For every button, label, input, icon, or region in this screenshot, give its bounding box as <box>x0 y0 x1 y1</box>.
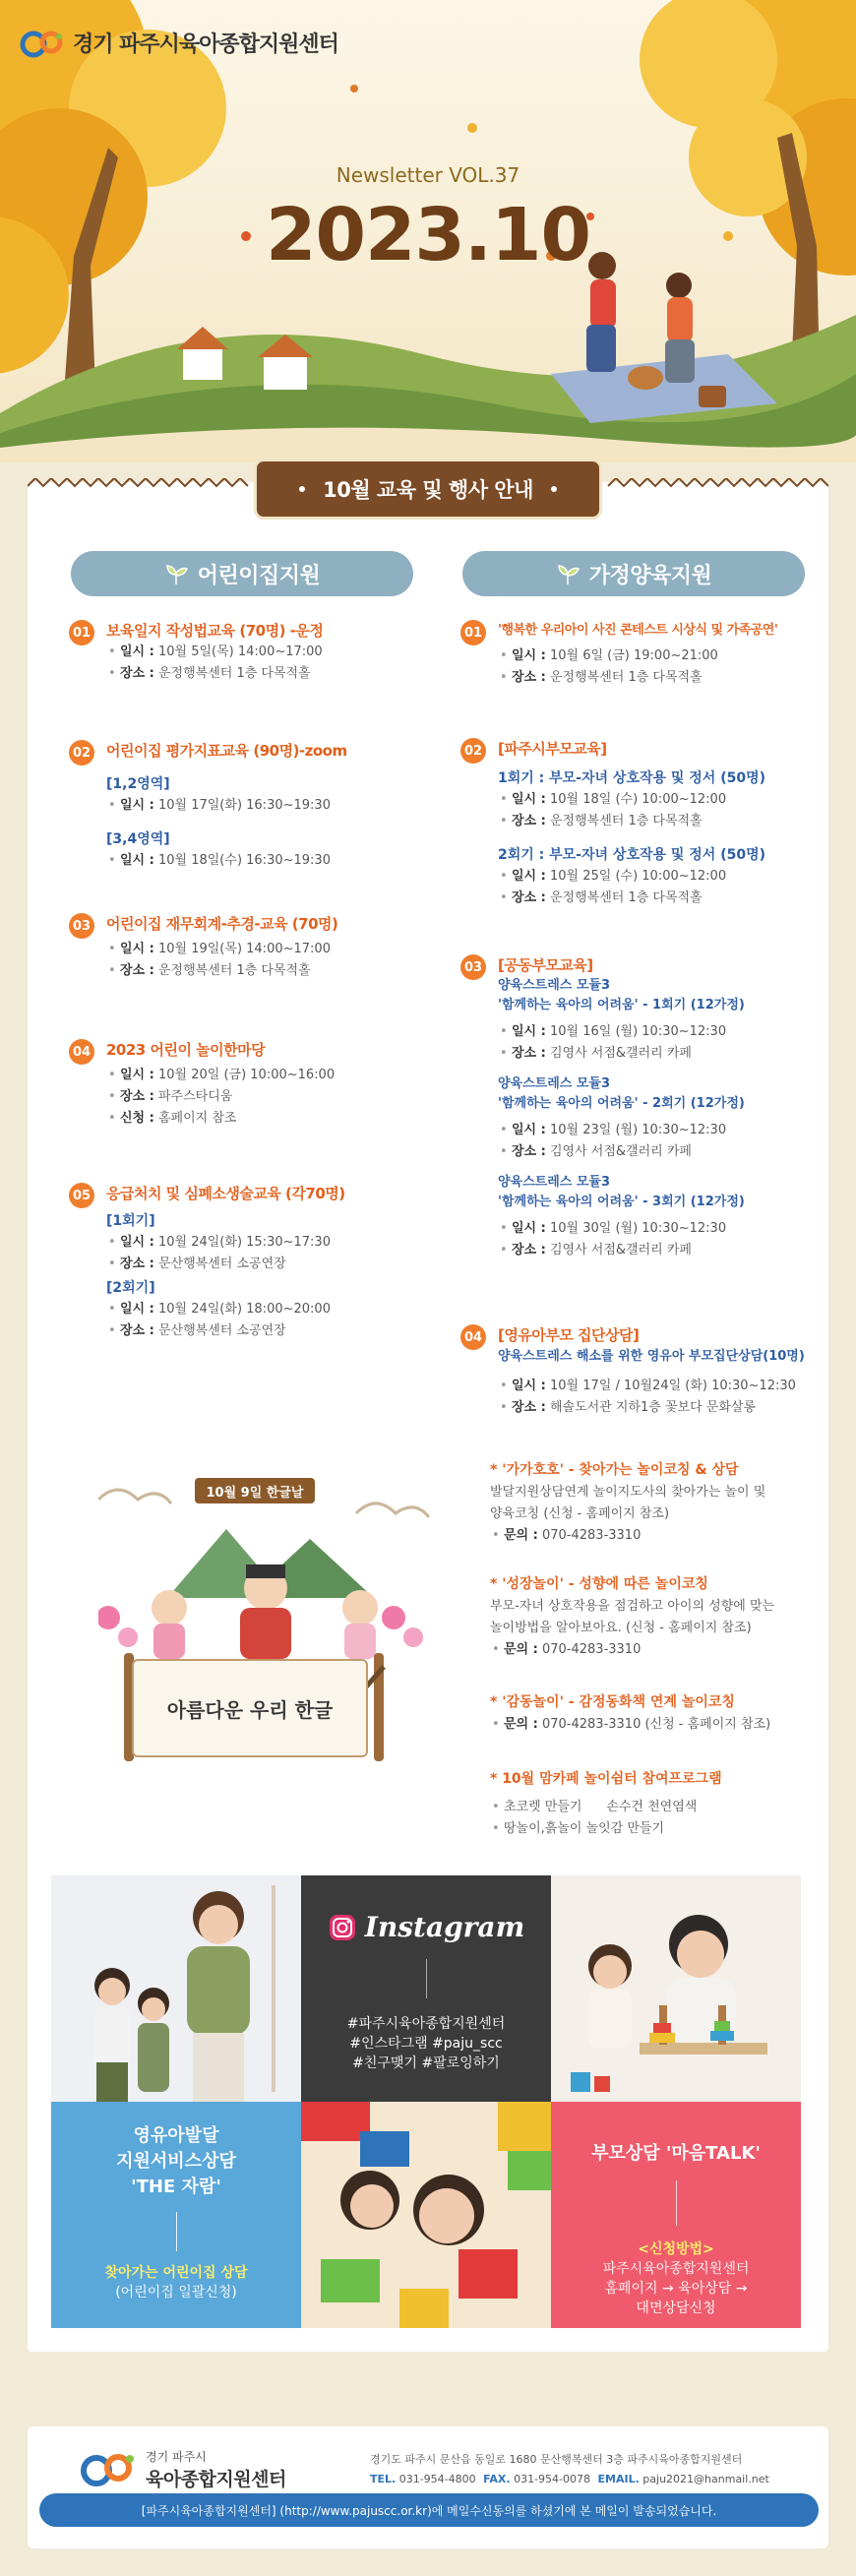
info-line: • 일시 : 10월 24일(화) 15:30~17:30 <box>106 1232 421 1254</box>
hero-banner <box>0 0 856 462</box>
parent-child-photo <box>551 1875 801 2102</box>
info-line: • 일시 : 10월 16일 (월) 10:30~12:30 <box>498 1021 813 1043</box>
logo-icon <box>79 2451 138 2488</box>
info-line: • 장소 : 문산행복센터 소공연장 <box>106 1320 421 1342</box>
item-subtitle: [2회기] <box>106 1280 155 1296</box>
info-line: • 일시 : 10월 17일 / 10월24일 (화) 10:30~12:30 <box>498 1376 813 1397</box>
item-subtitle: [1,2영역] <box>106 776 170 792</box>
item-title: 어린이집 재무회계-추경-교육 (70명) <box>106 915 338 933</box>
item-title: [공동부모교육] <box>498 956 593 974</box>
note-text: 발달지원상담연계 놀이지도사의 찾아가는 놀이 및 <box>490 1485 766 1500</box>
item-subtitle: 2회기 : 부모-자녀 상호작용 및 정서 (50명) <box>498 847 766 863</box>
divider <box>426 1959 427 1998</box>
note-text: 부모-자녀 상호작용을 점검하고 아이의 성향에 맞는 <box>490 1599 775 1614</box>
info-line: • 문의 : 070-4283-3310 (신청 - 홈페이지 참조) <box>490 1714 815 1736</box>
promo-grid <box>51 1875 803 2328</box>
info-line: • 장소 : 해솔도서관 지하1층 꽃보다 문화살롱 <box>498 1397 813 1419</box>
bullet-icon <box>299 486 305 492</box>
item-title: 어린이집 평가지표교육 (90명)-zoom <box>106 742 347 760</box>
parent-counsel-panel[interactable] <box>551 2102 801 2328</box>
item-title: 응급처치 및 심폐소생술교육 (각70명) <box>106 1185 345 1202</box>
item-number-badge: 01 <box>69 620 94 645</box>
left-item-4 <box>106 1039 421 1130</box>
mailing-notice: [파주시육아종합지원센터] (http://www.pajuscc.or.kr)에 메일수신동의를 하셨기에 본 메일이 발송되었습니다. <box>39 2493 819 2527</box>
info-line: • 일시 : 10월 25일 (수) 10:00~12:00 <box>498 866 813 888</box>
left-item-5 <box>106 1183 421 1342</box>
panel-title: 'THE 자람' <box>131 2177 221 2197</box>
right-item-2 <box>498 738 813 909</box>
footer <box>28 2426 828 2548</box>
email-link[interactable]: paju2021@hanmail.net <box>642 2473 769 2485</box>
divider <box>176 2212 177 2251</box>
instagram-icon <box>328 1913 357 1942</box>
item-subtitle: '함께하는 육아의 어려움' - 1회기 (12가정) <box>498 998 745 1012</box>
item-title: [파주시부모교육] <box>498 740 607 758</box>
item-subtitle: '함께하는 육아의 어려움' - 3회기 (12가정) <box>498 1195 745 1209</box>
panel-text: 홈페이지 → 육아상담 → <box>604 2281 748 2297</box>
hashtag: #친구맺기 #팔로잉하기 <box>352 2055 500 2071</box>
kids-blocks-illustration <box>301 2102 551 2328</box>
item-title: 보육일지 작성법교육 (70명) -운정 <box>106 622 324 640</box>
info-line: • 일시 : 10월 18일 (수) 10:00~12:00 <box>498 789 813 811</box>
info-line: • 일시 : 10월 30일 (월) 10:30~12:30 <box>498 1218 813 1240</box>
panel-subtitle: <신청방법> <box>638 2241 714 2257</box>
section-title: 10월 교육 및 행사 안내 <box>254 459 602 520</box>
development-service-panel[interactable] <box>51 2102 301 2328</box>
note-title: * '가가호호' - 찾아가는 놀이코칭 & 상담 <box>490 1462 739 1478</box>
note-text: 놀이방법을 알아보아요. (신청 - 홈페이지 참조) <box>490 1621 752 1635</box>
info-line: • 문의 : 070-4283-3310 <box>490 1525 815 1547</box>
item-number-badge: 04 <box>69 1039 94 1065</box>
item-title: 2023 어린이 놀이한마당 <box>106 1041 266 1059</box>
instagram-title: Instagram <box>364 1911 525 1943</box>
coaching-note-2 <box>490 1572 815 1661</box>
coaching-note-1 <box>490 1458 815 1547</box>
issue-date: 2023.10 <box>265 193 591 277</box>
item-subtitle: 1회기 : 부모-자녀 상호작용 및 정서 (50명) <box>498 770 766 786</box>
hashtag: #파주시육아종합지원센터 <box>346 2016 506 2032</box>
item-number-badge: 03 <box>460 954 486 980</box>
bullet-icon <box>551 486 557 492</box>
info-line: • 신청 : 홈페이지 참조 <box>106 1108 421 1130</box>
coaching-note-4 <box>490 1767 815 1840</box>
item-number-badge: 05 <box>69 1183 94 1208</box>
panel-subtitle: (어린이집 일괄신청) <box>115 2285 237 2300</box>
item-number-badge: 03 <box>69 913 94 939</box>
divider <box>676 2180 677 2226</box>
info-line: • 일시 : 10월 6일 (금) 19:00~21:00 <box>498 645 813 667</box>
note-title: * 10월 맘카페 놀이쉼터 참여프로그램 <box>490 1771 722 1787</box>
left-item-1 <box>106 620 421 685</box>
panel-title: 영유아발달 <box>133 2125 219 2146</box>
item-subtitle: 양육스트레스 모듈3 <box>498 1076 611 1091</box>
info-line: • 일시 : 10월 18일(수) 16:30~19:30 <box>106 850 421 872</box>
info-line: • 장소 : 김영사 서점&갤러리 카페 <box>498 1043 813 1065</box>
left-item-3 <box>106 913 421 982</box>
info-line: • 장소 : 운정행복센터 1층 다목적홀 <box>498 888 813 909</box>
address: 경기도 파주시 문산읍 동일로 1680 문산행복센터 3층 파주시육아종합지원센터 <box>370 2453 743 2466</box>
item-subtitle: 양육스트레스 해소를 위한 영유아 부모집단상담(10명) <box>498 1349 805 1364</box>
right-item-3 <box>498 954 813 1261</box>
hangeul-scroll <box>132 1659 368 1757</box>
info-line: • 장소 : 운정행복센터 1층 다목적홀 <box>498 811 813 832</box>
hashtag: #인스타그램 #paju_scc <box>349 2036 503 2052</box>
panel-text: 파주시육아종합지원센터 <box>602 2261 750 2277</box>
info-line: • 일시 : 10월 24일(화) 18:00~20:00 <box>106 1299 421 1320</box>
logo-big-text: 육아종합지원센터 <box>146 2469 286 2490</box>
info-line: • 일시 : 10월 17일(화) 16:30~19:30 <box>106 795 421 817</box>
logo-small-text: 경기 파주시 <box>146 2450 207 2464</box>
item-title: [영유아부모 집단상담] <box>498 1326 640 1344</box>
logo-icon <box>20 29 65 58</box>
info-line: • 장소 : 김영사 서점&갤러리 카페 <box>498 1141 813 1163</box>
note-text: 양육코칭 (신청 - 홈페이지 참조) <box>490 1506 670 1521</box>
left-item-2 <box>106 740 421 872</box>
note-title: * '성장놀이' - 성향에 따른 놀이코칭 <box>490 1576 708 1592</box>
right-item-4 <box>498 1324 813 1419</box>
item-number-badge: 01 <box>460 620 486 645</box>
newsletter-volume: Newsletter VOL.37 <box>336 163 520 187</box>
fax-label: FAX. <box>483 2473 511 2485</box>
footer-contact <box>370 2450 769 2489</box>
hangeul-text: 아름다운 우리 한글 <box>166 1697 334 1722</box>
item-subtitle: 양육스트레스 모듈3 <box>498 1175 611 1190</box>
daycare-support-heading: 어린이집지원 <box>71 551 413 596</box>
item-subtitle: 양육스트레스 모듈3 <box>498 978 611 993</box>
item-number-badge: 04 <box>460 1324 486 1350</box>
footer-logo[interactable] <box>79 2448 286 2491</box>
info-line: • 장소 : 김영사 서점&갤러리 카페 <box>498 1240 813 1261</box>
org-name: 경기 파주시육아종합지원센터 <box>73 32 338 57</box>
hangeul-day-tag: 10월 9일 한글날 <box>195 1478 315 1503</box>
info-line: • 장소 : 운정행복센터 1층 다목적홀 <box>498 667 813 689</box>
email-label: EMAIL. <box>597 2473 640 2485</box>
tel-label: TEL. <box>370 2473 397 2485</box>
info-line: • 일시 : 10월 19일(목) 14:00~17:00 <box>106 939 421 960</box>
family-photo-illustration <box>51 1875 301 2102</box>
home-care-heading: 가정양육지원 <box>462 551 805 596</box>
info-line: • 장소 : 운정행복센터 1층 다목적홀 <box>106 960 421 982</box>
info-line: • 일시 : 10월 23일 (월) 10:30~12:30 <box>498 1120 813 1141</box>
panel-text: 대면상담신청 <box>636 2300 716 2316</box>
item-subtitle: [3,4영역] <box>106 831 170 847</box>
instagram-panel[interactable] <box>301 1875 551 2102</box>
item-number-badge: 02 <box>460 738 486 764</box>
note-title: * '감동놀이' - 감정동화책 연계 놀이코칭 <box>490 1694 735 1710</box>
info-line: • 일시 : 10월 5일(목) 14:00~17:00 <box>106 642 421 663</box>
sprout-icon <box>556 563 580 584</box>
info-line: • 장소 : 파주스타디움 <box>106 1086 421 1108</box>
family-photo <box>51 1875 301 2102</box>
panel-title: 지원서비스상담 <box>116 2151 236 2172</box>
info-line: • 초코렛 만들기 손수건 천연염색 <box>490 1797 815 1818</box>
fax: 031-954-0078 <box>514 2473 591 2485</box>
item-title: '행복한 우리아이 사진 콘테스트 시상식 및 가족공연' <box>498 623 778 638</box>
kids-blocks-photo <box>301 2102 551 2328</box>
sprout-icon <box>164 563 188 584</box>
tel: 031-954-4800 <box>398 2473 476 2485</box>
info-line: • 땅놀이,흙놀이 놀잇감 만들기 <box>490 1818 815 1840</box>
item-subtitle: '함께하는 육아의 어려움' - 2회기 (12가정) <box>498 1096 745 1111</box>
info-line: • 장소 : 문산행복센터 소공연장 <box>106 1254 421 1275</box>
coaching-note-3 <box>490 1690 815 1736</box>
panel-subtitle: 찾아가는 어린이집 상담 <box>104 2265 248 2281</box>
info-line: • 장소 : 운정행복센터 1층 다목적홀 <box>106 663 421 685</box>
panel-title: 부모상담 '마음TALK' <box>591 2143 761 2164</box>
org-logo[interactable] <box>20 28 338 58</box>
info-line: • 일시 : 10월 20일 (금) 10:00~16:00 <box>106 1065 421 1086</box>
item-subtitle: [1회기] <box>106 1213 155 1229</box>
info-line: • 문의 : 070-4283-3310 <box>490 1639 815 1661</box>
right-item-1 <box>498 620 813 689</box>
parent-child-illustration <box>551 1875 801 2102</box>
item-number-badge: 02 <box>69 740 94 766</box>
